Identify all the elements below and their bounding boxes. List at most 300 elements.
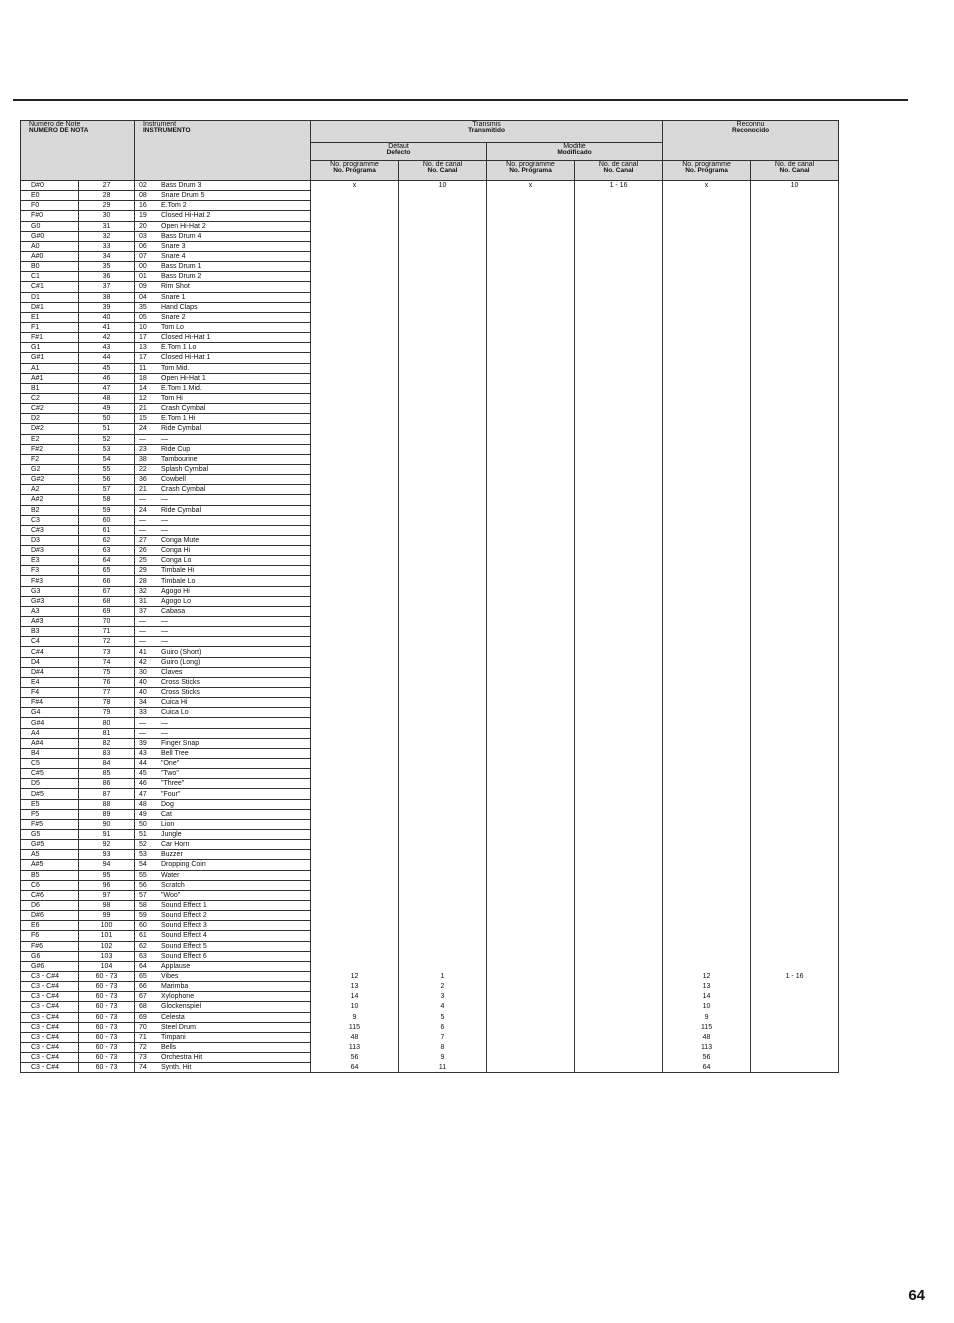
- note-name: D4: [21, 657, 79, 667]
- table-row: [21, 921, 839, 931]
- note-number: 61: [79, 525, 135, 535]
- default-program: [311, 698, 399, 708]
- modified-program: [487, 617, 575, 627]
- modified-channel: 1 - 16: [575, 181, 663, 191]
- modified-channel: [575, 637, 663, 647]
- modified-channel: [575, 870, 663, 880]
- modified-program: [487, 302, 575, 312]
- instrument-code: 33: [139, 709, 147, 717]
- note-name: C5: [21, 759, 79, 769]
- note-name: F4: [21, 688, 79, 698]
- recognized-program: [663, 900, 751, 910]
- modified-channel: [575, 414, 663, 424]
- modified-channel: [575, 241, 663, 251]
- note-name: F#5: [21, 819, 79, 829]
- modified-program: [487, 982, 575, 992]
- default-channel: [399, 738, 487, 748]
- note-number: 60: [79, 515, 135, 525]
- instrument-cell: [135, 698, 311, 708]
- default-program: [311, 515, 399, 525]
- recognized-program: [663, 698, 751, 708]
- modified-program: [487, 657, 575, 667]
- note-number: 50: [79, 414, 135, 424]
- note-name: C3 - C#4: [21, 1012, 79, 1022]
- default-program: [311, 566, 399, 576]
- table-row: [21, 759, 839, 769]
- instrument-name: —: [161, 496, 168, 504]
- instrument-cell: [135, 880, 311, 890]
- table-row: [21, 505, 839, 515]
- default-channel: [399, 353, 487, 363]
- instrument-name: Closed Hi-Hat 1: [161, 354, 211, 362]
- recognized-channel: [751, 556, 839, 566]
- instrument-name: Crash Cymbal: [161, 486, 206, 494]
- instrument-name: Open Hi-Hat 1: [161, 374, 206, 382]
- default-channel: 2: [399, 982, 487, 992]
- default-program: [311, 353, 399, 363]
- modified-program: [487, 312, 575, 322]
- instrument-code: 31: [139, 597, 147, 605]
- header-recognized-program: No. programme No. Programa: [663, 161, 751, 181]
- modified-program: [487, 333, 575, 343]
- recognized-program: [663, 779, 751, 789]
- default-channel: 4: [399, 1002, 487, 1012]
- table-row: [21, 596, 839, 606]
- modified-channel: [575, 840, 663, 850]
- instrument-code: 26: [139, 547, 147, 555]
- instrument-code: 73: [139, 1054, 147, 1062]
- instrument-code: 55: [139, 871, 147, 879]
- instrument-cell: [135, 809, 311, 819]
- table-body: [21, 181, 839, 1073]
- note-number: 43: [79, 343, 135, 353]
- table-row: [21, 819, 839, 829]
- default-channel: [399, 434, 487, 444]
- modified-channel: [575, 850, 663, 860]
- table-row: [21, 961, 839, 971]
- default-program: [311, 728, 399, 738]
- table-row: [21, 789, 839, 799]
- modified-channel: [575, 383, 663, 393]
- modified-program: [487, 262, 575, 272]
- default-program: [311, 282, 399, 292]
- instrument-name: Sound Effect 4: [161, 932, 207, 940]
- default-channel: [399, 343, 487, 353]
- note-name: C#6: [21, 890, 79, 900]
- note-name: G1: [21, 343, 79, 353]
- instrument-code: 70: [139, 1023, 147, 1031]
- note-name: G5: [21, 830, 79, 840]
- recognized-channel: [751, 1022, 839, 1032]
- table-row: [21, 383, 839, 393]
- note-name: C3 - C#4: [21, 1032, 79, 1042]
- modified-program: [487, 1002, 575, 1012]
- instrument-code: 59: [139, 912, 147, 920]
- default-program: [311, 434, 399, 444]
- recognized-program: [663, 343, 751, 353]
- instrument-name: Cat: [161, 810, 172, 818]
- recognized-channel: [751, 373, 839, 383]
- instrument-cell: [135, 231, 311, 241]
- recognized-channel: [751, 941, 839, 951]
- modified-channel: [575, 282, 663, 292]
- note-number: 48: [79, 393, 135, 403]
- modified-channel: [575, 738, 663, 748]
- recognized-program: [663, 424, 751, 434]
- recognized-program: [663, 769, 751, 779]
- modified-program: [487, 201, 575, 211]
- note-number: 62: [79, 535, 135, 545]
- modified-channel: [575, 1053, 663, 1063]
- recognized-channel: 1 - 16: [751, 971, 839, 981]
- recognized-program: [663, 637, 751, 647]
- modified-program: x: [487, 181, 575, 191]
- modified-channel: [575, 312, 663, 322]
- instrument-code: 32: [139, 587, 147, 595]
- default-program: [311, 748, 399, 758]
- default-program: [311, 890, 399, 900]
- modified-program: [487, 667, 575, 677]
- instrument-name: Sound Effect 2: [161, 912, 207, 920]
- modified-program: [487, 404, 575, 414]
- recognized-program: [663, 617, 751, 627]
- default-channel: [399, 393, 487, 403]
- recognized-program: [663, 505, 751, 515]
- recognized-channel: [751, 505, 839, 515]
- recognized-channel: [751, 221, 839, 231]
- note-number: 88: [79, 799, 135, 809]
- instrument-name: Tom Lo: [161, 324, 184, 332]
- default-program: [311, 708, 399, 718]
- default-program: [311, 322, 399, 332]
- instrument-cell: [135, 444, 311, 454]
- recognized-program: 48: [663, 1032, 751, 1042]
- default-program: [311, 961, 399, 971]
- instrument-cell: [135, 870, 311, 880]
- note-name: G#6: [21, 961, 79, 971]
- modified-channel: [575, 373, 663, 383]
- instrument-cell: [135, 789, 311, 799]
- note-number: 41: [79, 322, 135, 332]
- instrument-cell: [135, 688, 311, 698]
- recognized-channel: [751, 870, 839, 880]
- default-program: [311, 201, 399, 211]
- instrument-name: Tom Mid.: [161, 364, 190, 372]
- default-channel: [399, 272, 487, 282]
- recognized-channel: [751, 515, 839, 525]
- modified-channel: [575, 262, 663, 272]
- default-program: [311, 505, 399, 515]
- recognized-program: [663, 941, 751, 951]
- header-note-number: Numéro de Note NUMERO DE NOTA: [21, 121, 135, 181]
- note-number: 30: [79, 211, 135, 221]
- default-program: [311, 860, 399, 870]
- default-program: [311, 576, 399, 586]
- note-name: A#5: [21, 860, 79, 870]
- header-modified: Modifié Modificado: [487, 143, 663, 161]
- instrument-name: —: [161, 628, 168, 636]
- default-program: [311, 769, 399, 779]
- modified-program: [487, 799, 575, 809]
- modified-channel: [575, 475, 663, 485]
- modified-program: [487, 759, 575, 769]
- instrument-name: Bell Tree: [161, 749, 189, 757]
- note-number: 68: [79, 596, 135, 606]
- modified-program: [487, 921, 575, 931]
- instrument-code: 06: [139, 242, 147, 250]
- recognized-channel: [751, 759, 839, 769]
- instrument-name: —: [161, 516, 168, 524]
- instrument-cell: [135, 738, 311, 748]
- default-channel: [399, 302, 487, 312]
- note-name: D#0: [21, 181, 79, 191]
- modified-program: [487, 961, 575, 971]
- note-number: 90: [79, 819, 135, 829]
- default-program: [311, 312, 399, 322]
- modified-program: [487, 515, 575, 525]
- modified-program: [487, 870, 575, 880]
- default-program: [311, 495, 399, 505]
- recognized-program: [663, 353, 751, 363]
- instrument-code: 07: [139, 253, 147, 261]
- instrument-code: 41: [139, 648, 147, 656]
- instrument-cell: [135, 911, 311, 921]
- modified-channel: [575, 333, 663, 343]
- table-row: [21, 272, 839, 282]
- note-number: 60 - 73: [79, 1063, 135, 1073]
- instrument-cell: [135, 546, 311, 556]
- default-program: [311, 221, 399, 231]
- modified-program: [487, 688, 575, 698]
- recognized-channel: [751, 495, 839, 505]
- note-name: A4: [21, 728, 79, 738]
- instrument-code: 40: [139, 678, 147, 686]
- modified-channel: [575, 515, 663, 525]
- recognized-program: [663, 566, 751, 576]
- recognized-program: [663, 515, 751, 525]
- note-number: 56: [79, 475, 135, 485]
- note-number: 28: [79, 191, 135, 201]
- default-program: [311, 363, 399, 373]
- instrument-name: Sound Effect 1: [161, 902, 207, 910]
- header-recognized: Reconnu Reconocido: [663, 121, 839, 161]
- instrument-name: Timbale Lo: [161, 577, 196, 585]
- modified-channel: [575, 464, 663, 474]
- table-row: [21, 373, 839, 383]
- default-channel: [399, 708, 487, 718]
- recognized-channel: [751, 485, 839, 495]
- modified-program: [487, 211, 575, 221]
- modified-channel: [575, 809, 663, 819]
- default-program: [311, 535, 399, 545]
- instrument-code: —: [139, 516, 146, 524]
- recognized-program: [663, 799, 751, 809]
- instrument-cell: [135, 677, 311, 687]
- recognized-program: 56: [663, 1053, 751, 1063]
- instrument-code: 34: [139, 699, 147, 707]
- default-program: [311, 840, 399, 850]
- instrument-code: —: [139, 729, 146, 737]
- instrument-name: Open Hi-Hat 2: [161, 222, 206, 230]
- recognized-channel: [751, 850, 839, 860]
- default-channel: [399, 201, 487, 211]
- instrument-name: Applause: [161, 962, 191, 970]
- table-row: [21, 718, 839, 728]
- table-row: [21, 211, 839, 221]
- instrument-cell: [135, 373, 311, 383]
- modified-program: [487, 525, 575, 535]
- default-channel: [399, 759, 487, 769]
- instrument-cell: [135, 454, 311, 464]
- instrument-cell: [135, 576, 311, 586]
- instrument-cell: [135, 191, 311, 201]
- recognized-channel: [751, 383, 839, 393]
- note-number: 58: [79, 495, 135, 505]
- table-row: [21, 262, 839, 272]
- modified-program: [487, 890, 575, 900]
- recognized-channel: [751, 911, 839, 921]
- table-row: [21, 434, 839, 444]
- default-program: [311, 850, 399, 860]
- note-name: D3: [21, 535, 79, 545]
- modified-program: [487, 434, 575, 444]
- note-name: E6: [21, 921, 79, 931]
- modified-channel: [575, 191, 663, 201]
- note-name: D1: [21, 292, 79, 302]
- default-program: [311, 191, 399, 201]
- modified-program: [487, 424, 575, 434]
- recognized-program: [663, 363, 751, 373]
- modified-channel: [575, 221, 663, 231]
- table-row: [21, 637, 839, 647]
- default-channel: [399, 637, 487, 647]
- instrument-code: 51: [139, 831, 147, 839]
- recognized-channel: [751, 708, 839, 718]
- default-channel: [399, 748, 487, 758]
- recognized-program: [663, 921, 751, 931]
- instrument-cell: [135, 606, 311, 616]
- recognized-channel: [751, 982, 839, 992]
- modified-program: [487, 708, 575, 718]
- default-program: [311, 292, 399, 302]
- recognized-channel: [751, 718, 839, 728]
- default-channel: [399, 535, 487, 545]
- header-default-channel: No. de canal No. Canal: [399, 161, 487, 181]
- recognized-channel: [751, 535, 839, 545]
- default-program: [311, 900, 399, 910]
- default-program: [311, 688, 399, 698]
- recognized-program: [663, 333, 751, 343]
- default-program: 9: [311, 1012, 399, 1022]
- default-channel: [399, 282, 487, 292]
- modified-channel: [575, 1032, 663, 1042]
- modified-program: [487, 1042, 575, 1052]
- instrument-name: Buzzer: [161, 851, 183, 859]
- recognized-program: [663, 789, 751, 799]
- instrument-cell: [135, 292, 311, 302]
- recognized-program: [663, 404, 751, 414]
- note-number: 60 - 73: [79, 1002, 135, 1012]
- instrument-cell: [135, 424, 311, 434]
- modified-program: [487, 576, 575, 586]
- table-row: [21, 688, 839, 698]
- note-name: F#0: [21, 211, 79, 221]
- recognized-program: [663, 383, 751, 393]
- default-channel: [399, 211, 487, 221]
- default-program: [311, 941, 399, 951]
- instrument-code: 43: [139, 749, 147, 757]
- instrument-cell: [135, 495, 311, 505]
- default-channel: [399, 840, 487, 850]
- instrument-code: 64: [139, 962, 147, 970]
- note-name: E2: [21, 434, 79, 444]
- note-number: 47: [79, 383, 135, 393]
- note-name: A5: [21, 850, 79, 860]
- table-row: [21, 1012, 839, 1022]
- recognized-channel: [751, 282, 839, 292]
- table-row: [21, 860, 839, 870]
- instrument-code: 53: [139, 851, 147, 859]
- default-program: [311, 779, 399, 789]
- recognized-channel: [751, 900, 839, 910]
- default-channel: 8: [399, 1042, 487, 1052]
- instrument-cell: [135, 404, 311, 414]
- default-channel: [399, 769, 487, 779]
- header-default-program: No. programme No. Programa: [311, 161, 399, 181]
- instrument-cell: [135, 830, 311, 840]
- instrument-cell: [135, 383, 311, 393]
- instrument-cell: [135, 819, 311, 829]
- modified-program: [487, 191, 575, 201]
- default-program: [311, 302, 399, 312]
- instrument-code: 25: [139, 557, 147, 565]
- modified-channel: [575, 1042, 663, 1052]
- instrument-code: 11: [139, 364, 147, 372]
- instrument-code: 52: [139, 841, 147, 849]
- default-channel: [399, 363, 487, 373]
- table-row: [21, 454, 839, 464]
- table-row: [21, 830, 839, 840]
- table-row: [21, 698, 839, 708]
- table-row: [21, 809, 839, 819]
- instrument-code: 71: [139, 1033, 147, 1041]
- recognized-program: [663, 718, 751, 728]
- instrument-name: Hand Claps: [161, 303, 198, 311]
- instrument-name: Snare 2: [161, 313, 186, 321]
- default-program: [311, 657, 399, 667]
- recognized-program: 64: [663, 1063, 751, 1073]
- instrument-code: 42: [139, 658, 147, 666]
- modified-program: [487, 647, 575, 657]
- default-channel: [399, 312, 487, 322]
- note-number: 35: [79, 262, 135, 272]
- note-number: 29: [79, 201, 135, 211]
- instrument-code: 16: [139, 202, 147, 210]
- recognized-program: [663, 221, 751, 231]
- instrument-cell: [135, 272, 311, 282]
- default-program: [311, 464, 399, 474]
- note-number: 98: [79, 900, 135, 910]
- recognized-program: [663, 880, 751, 890]
- instrument-name: "Woo": [161, 891, 181, 899]
- default-channel: [399, 667, 487, 677]
- instrument-code: 10: [139, 324, 147, 332]
- recognized-channel: [751, 617, 839, 627]
- default-program: [311, 637, 399, 647]
- default-channel: [399, 627, 487, 637]
- modified-channel: [575, 830, 663, 840]
- note-number: 51: [79, 424, 135, 434]
